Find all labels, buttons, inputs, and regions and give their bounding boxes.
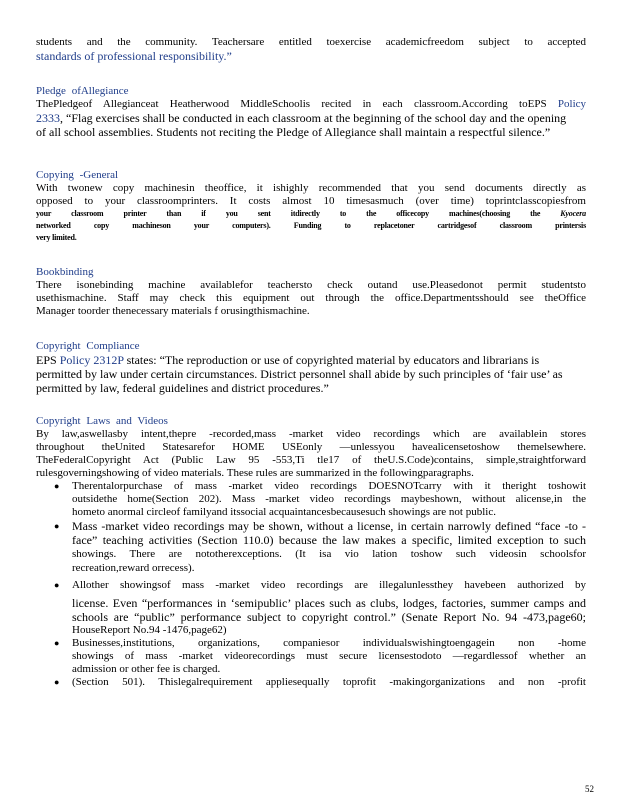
pledge-line-2 — [36, 111, 586, 125]
copyright-line-3: permitted by law, federal guidelines and district procedures.” — [36, 381, 329, 395]
laws-line-4: rulesgoverningshowing of video materials. These rules are summarized in the followingparagraphs. — [36, 467, 474, 479]
copyright-policy-number-link[interactable]: 2312P — [93, 353, 124, 367]
copying-line-2: opposed to your classroomprinters. It costs almost 10 timesasmuch (over time) toprintclasscopiesfrom — [36, 195, 586, 207]
bookbinding-heading: Bookbinding — [36, 266, 94, 278]
laws-line-3: TheFederalCopyright Act (Public Law 95 -553,Ti tle17 of theU.S.Code)contains, simple,straightforward — [36, 454, 586, 466]
copying-line-1: With twonew copy machinesin theoffice, it ishighly recommended that you send documents directly as — [36, 182, 586, 194]
bullet-1-line-1: ● Therentalorpurchase of mass -market video recordings DOESNOTcarry with it theright toshowit — [72, 480, 586, 492]
pledge-policy-number-link[interactable]: 2333 — [36, 111, 60, 125]
copyright-heading: Copyright Compliance — [36, 340, 140, 352]
bullet-2-line-4: recreation,reward orrecess). — [72, 562, 195, 574]
pledge-line-1 — [36, 98, 586, 111]
bullet-3-line-3: schools are “public” performance subject to copyright control.” (Senate Report No. 94 -473,page60; — [72, 610, 586, 624]
list-item — [36, 480, 586, 519]
bullet-2-line-2: face” teaching activities (Section 110.0) because the law makes a specific, limited exception to such — [72, 533, 586, 547]
bookbinding-section — [36, 266, 586, 318]
copying-line-3-text: your classroom printer than if you sent itdirectly to the officecopy machines(choosing the — [36, 209, 541, 218]
bullet-3-line-4: HouseReport No.94 -1476,page62) — [72, 624, 227, 636]
copying-heading: Copying -General — [36, 169, 119, 181]
pledge-line-3: of all school assemblies. Students not reciting the Pledge of Allegiance shall maintain a respectful silence.” — [36, 125, 551, 139]
pledge-line-1-text: ThePledgeof Allegianceat Heatherwood MiddleSchoolis recited in each classroom.According toEPS — [36, 98, 547, 110]
bullet-4-line-3: admission or other fee is charged. — [72, 663, 221, 675]
bullet-1-line-3: hometo anormal circleof familyand itssocial acquaintancesbecausesuch showings are not public. — [72, 506, 496, 518]
pledge-policy-link[interactable]: Policy — [557, 98, 587, 110]
copyright-line-1 — [36, 353, 586, 367]
copyright-section — [36, 340, 586, 395]
copyright-line-1-text: states: “The reproduction or use of copyrighted material by educators and librarians is — [126, 353, 540, 367]
laws-line-1: By law,aswellasby intent,thepre -recorded,mass -market video recordings which are availablein stores — [36, 428, 586, 440]
bullet-2-line-1: ● Mass -market video recordings may be shown, without a license, in certain narrowly defined “face -to - — [72, 519, 586, 533]
copying-line-3-italic: Kyocera — [560, 209, 586, 218]
copying-line-4: networked copy machineson your computers). Funding to replacetoner cartridgesof classroom printersis — [36, 221, 586, 230]
bullet-3-line-2: license. Even “performances in ‘semipublic’ places such as clubs, lodges, factories, summer camps and — [72, 596, 586, 610]
copyright-line-2: permitted by law under certain circumstances. District personnel shall abide by such principles of ‘fair use’ as — [36, 367, 563, 381]
laws-bullet-list — [36, 480, 586, 689]
list-item — [36, 676, 586, 689]
bullet-4-line-1: ● Businesses,institutions, organizations, companiesor individualswishingtoengagein non -home — [72, 637, 586, 649]
list-item — [36, 637, 586, 676]
laws-section — [36, 415, 586, 689]
pledge-heading: Pledge ofAllegiance — [36, 85, 129, 97]
bullet-3-line-1: ● Allother showingsof mass -market video recordings are illegalunlessthey havebeen authorized by — [72, 579, 586, 591]
bullet-2-line-3: showings. There are nototherexceptions. (It isa vio lation toshow such videosin schoolsfor — [72, 548, 586, 560]
bookbinding-line-3: Manager toorder thenecessary materials f orusingthismachine. — [36, 305, 310, 317]
intro-line-2: standards of professional responsibility.” — [36, 49, 232, 63]
laws-line-2: throughout theUnited Statesarefor HOME USEonly —unlessyou havealicensetoshow themelsewhere. — [36, 441, 586, 453]
list-item — [36, 579, 586, 637]
copying-line-3 — [36, 208, 586, 220]
pledge-section — [36, 85, 586, 139]
pledge-line-2-text: , “Flag exercises shall be conducted in each classroom at the beginning of the school day and the opening — [60, 111, 567, 125]
intro-paragraph — [36, 36, 586, 63]
copying-line-5: very limited. — [36, 233, 77, 242]
copyright-policy-link[interactable]: Policy — [59, 353, 91, 367]
intro-line-1: students and the community. Teachersare entitled toexercise academicfreedom subject to accepted — [36, 36, 586, 48]
bullet-5-line-1: ● (Section 501). Thislegalrequirement appliesequally toprofit -makingorganizations and non -profit — [72, 676, 586, 688]
copyright-line-1-prefix: EPS — [36, 353, 57, 367]
bookbinding-line-2: usethismachine. Staff may check this equipment out through the office.Departmentsshould see theOffice — [36, 292, 586, 304]
bookbinding-line-1: There isonebinding machine availablefor teachersto check outand use.Pleasedonot permit studentsto — [36, 279, 586, 291]
page-number: 52 — [585, 784, 594, 794]
bullet-4-line-2: showings of mass -market videorecordings must secure licensestodoto —regardlessof whether an — [72, 650, 586, 662]
bullet-1-line-2: outsidethe home(Section 202). Mass -market video recordings maybeshown, without alicense,in the — [72, 493, 586, 505]
list-item — [36, 519, 586, 575]
copying-section — [36, 169, 586, 244]
document-page — [36, 36, 586, 689]
laws-heading: Copyright Laws and Videos — [36, 415, 168, 427]
